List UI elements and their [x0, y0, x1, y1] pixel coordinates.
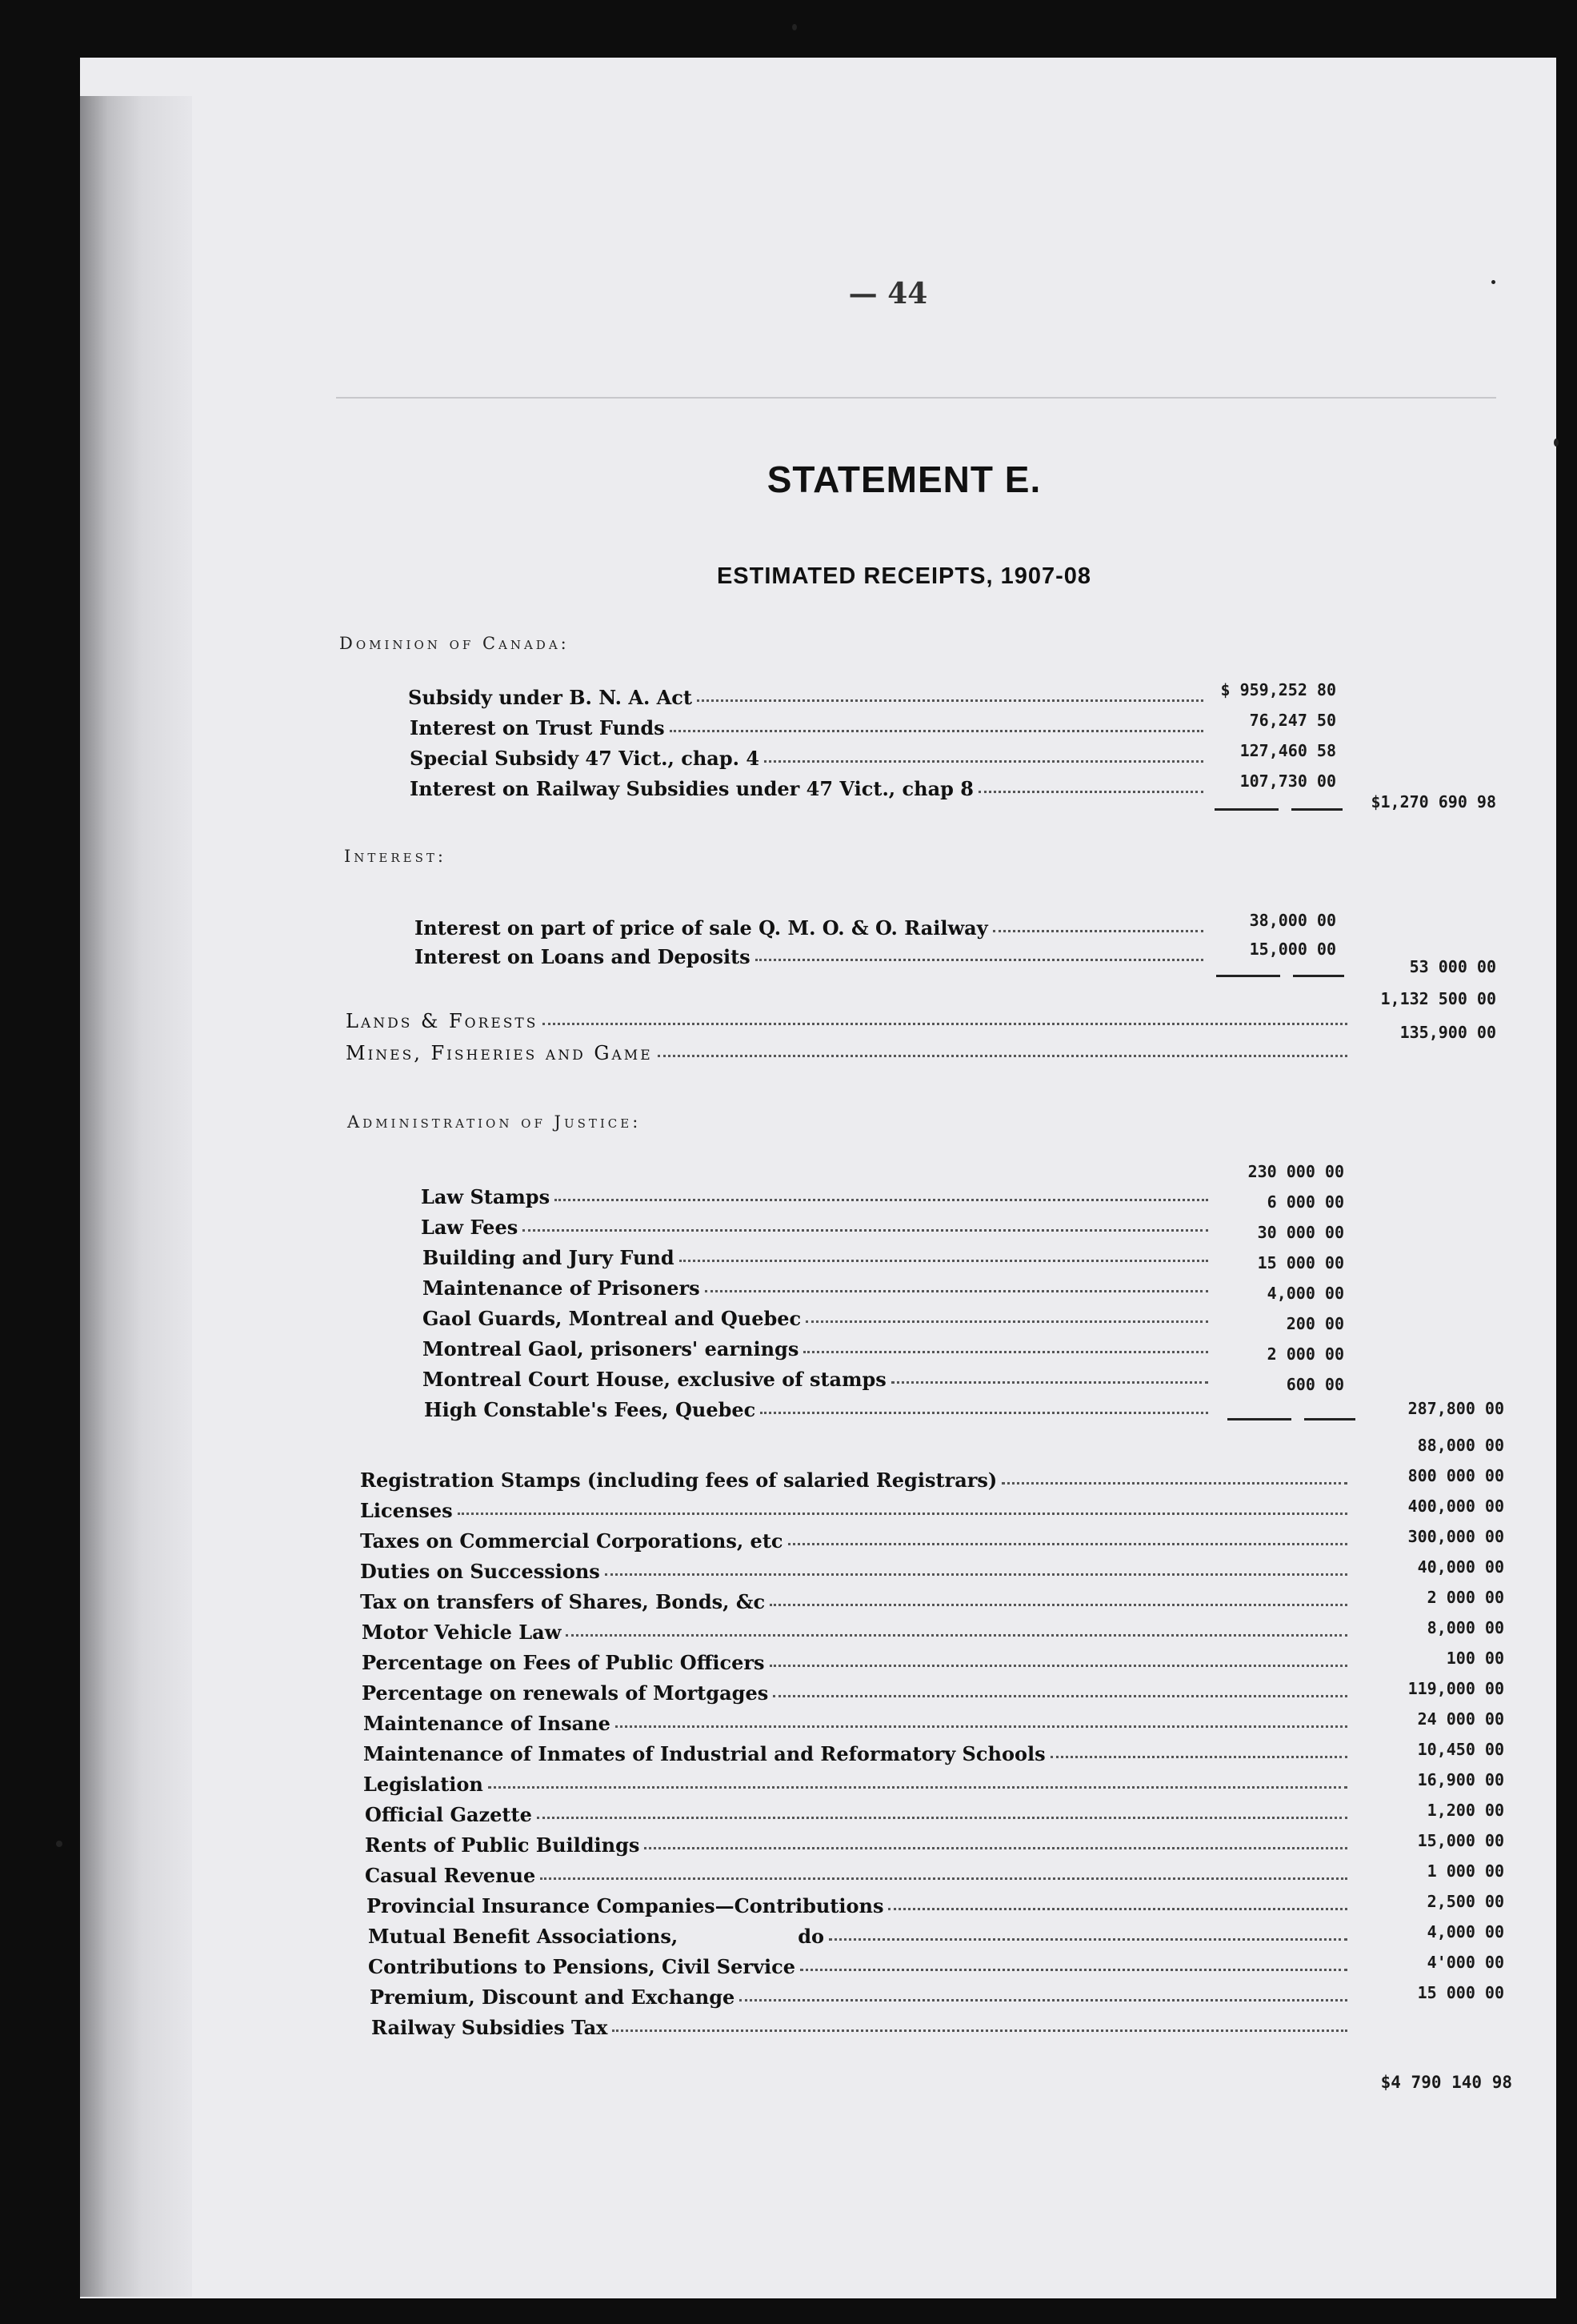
item-label: Interest on Trust Funds	[410, 716, 665, 739]
list-item	[360, 1556, 1352, 1583]
item-amount: 10,450 00	[1417, 1740, 1504, 1759]
item-label: Mines, Fisheries and Game	[346, 1042, 653, 1064]
leader-dots	[979, 790, 1203, 793]
item-label: Percentage on Fees of Public Officers	[362, 1651, 765, 1674]
item-label: Contributions to Pensions, Civil Service	[368, 1955, 795, 1978]
item-amount: 300,000 00	[1407, 1527, 1504, 1546]
item-amount: 1 000 00	[1427, 1861, 1504, 1881]
list-item	[346, 1037, 1352, 1064]
leader-dots	[888, 1907, 1347, 1910]
leader-dots	[612, 2029, 1347, 2032]
list-item	[410, 743, 1208, 770]
list-item	[365, 1799, 1352, 1826]
item-amount: 1,200 00	[1427, 1801, 1504, 1820]
leader-dots	[788, 1542, 1347, 1545]
list-item	[368, 1921, 1352, 1948]
item-amount: 38,000 00	[1249, 911, 1336, 930]
list-item	[363, 1769, 1352, 1796]
list-item	[421, 1181, 1213, 1208]
list-item	[422, 1303, 1213, 1330]
item-amount: 107,730 00	[1239, 771, 1336, 791]
subtotal-rule	[1227, 1418, 1355, 1420]
item-amount: 400,000 00	[1407, 1497, 1504, 1516]
list-item	[366, 1890, 1352, 1917]
item-label: Maintenance of Insane	[363, 1712, 610, 1735]
item-amount: 30 000 00	[1257, 1223, 1344, 1242]
item-amount: 2,500 00	[1427, 1892, 1504, 1911]
list-item	[360, 1465, 1352, 1492]
item-label: Interest on Railway Subsidies under 47 Vict., chap 8	[410, 777, 974, 800]
leader-dots	[488, 1785, 1347, 1789]
leader-dots	[1002, 1481, 1347, 1485]
list-item	[368, 1951, 1352, 1978]
item-amount: 4'000 00	[1427, 1953, 1504, 1972]
leader-dots	[1051, 1755, 1347, 1758]
item-label: Interest on part of price of sale Q. M. O. & O. Railway	[414, 916, 988, 940]
item-amount: $ 959,252 80	[1220, 680, 1336, 699]
list-item	[414, 941, 1208, 968]
list-item	[363, 1738, 1352, 1765]
item-amount: 1,132 500 00	[1380, 989, 1496, 1008]
item-label: Provincial Insurance Companies—Contributions	[366, 1894, 884, 1917]
leader-dots	[770, 1603, 1347, 1606]
subtotal-rule	[1216, 975, 1344, 977]
item-label: Interest on Loans and Deposits	[414, 945, 750, 968]
list-item	[422, 1242, 1213, 1269]
item-amount: 800 000 00	[1407, 1466, 1504, 1485]
section-heading-dominion: Dominion of Canada:	[339, 634, 570, 653]
leader-dots	[537, 1816, 1347, 1819]
leader-dots	[800, 1968, 1347, 1971]
list-item	[424, 1394, 1213, 1421]
item-label: Percentage on renewals of Mortgages	[362, 1681, 769, 1705]
item-label: Taxes on Commercial Corporations, etc	[360, 1529, 783, 1553]
leader-dots	[739, 1998, 1347, 2001]
item-label: Maintenance of Inmates of Industrial and Reformatory Schools	[363, 1742, 1046, 1765]
leader-dots	[755, 958, 1203, 961]
item-label: High Constable's Fees, Quebec	[424, 1398, 756, 1421]
scan-speck	[1491, 280, 1495, 284]
item-amount: 15 000 00	[1257, 1253, 1344, 1272]
item-label: Tax on transfers of Shares, Bonds, &c	[360, 1590, 766, 1613]
list-item	[346, 1005, 1352, 1032]
leader-dots	[773, 1694, 1347, 1697]
section-heading-justice: Administration of Justice:	[347, 1112, 642, 1132]
leader-dots	[644, 1846, 1347, 1849]
item-label: Montreal Court House, exclusive of stamps	[422, 1368, 887, 1391]
leader-dots	[540, 1877, 1347, 1880]
item-amount: 2 000 00	[1267, 1344, 1344, 1364]
list-item	[410, 773, 1208, 800]
section-total: 287,800 00	[1407, 1399, 1504, 1418]
statement-title: STATEMENT E.	[766, 459, 1042, 500]
item-label: Motor Vehicle Law	[362, 1621, 562, 1644]
list-item	[371, 2012, 1352, 2039]
item-label: Casual Revenue	[365, 1864, 536, 1887]
leader-dots	[458, 1512, 1347, 1515]
item-label: Maintenance of Prisoners	[422, 1276, 700, 1300]
grand-total: $4 790 140 98	[1380, 2073, 1512, 2092]
item-label: Duties on Successions	[360, 1560, 600, 1583]
item-amount: 6 000 00	[1267, 1192, 1344, 1212]
list-item	[421, 1212, 1213, 1239]
item-label: Law Stamps	[421, 1185, 550, 1208]
item-label: Railway Subsidies Tax	[371, 2016, 608, 2039]
leader-dots	[770, 1664, 1347, 1667]
item-label: Building and Jury Fund	[422, 1246, 674, 1269]
item-label: Rents of Public Buildings	[365, 1833, 640, 1857]
item-label: Special Subsidy 47 Vict., chap. 4	[410, 747, 760, 770]
list-item	[363, 1708, 1352, 1735]
item-amount: 100 00	[1446, 1649, 1504, 1668]
item-label: Montreal Gaol, prisoners' earnings	[422, 1337, 799, 1360]
item-amount: 4,000 00	[1427, 1922, 1504, 1941]
list-item	[362, 1647, 1352, 1674]
list-item	[365, 1860, 1352, 1887]
list-item	[360, 1495, 1352, 1522]
leader-dots	[829, 1937, 1347, 1941]
leader-dots	[554, 1198, 1208, 1201]
item-amount: 4,000 00	[1267, 1284, 1344, 1303]
item-amount: 135,900 00	[1399, 1023, 1496, 1042]
item-amount: 15,000 00	[1249, 940, 1336, 959]
list-item	[410, 712, 1208, 739]
leader-dots	[993, 929, 1203, 932]
item-label: Mutual Benefit Associations,	[368, 1925, 678, 1948]
item-amount: 40,000 00	[1417, 1557, 1504, 1577]
list-item	[422, 1272, 1213, 1300]
item-amount: 230 000 00	[1247, 1162, 1344, 1181]
leader-dots	[803, 1350, 1208, 1353]
section-heading-interest: Interest:	[344, 847, 446, 866]
list-item	[422, 1364, 1213, 1391]
item-amount: 15 000 00	[1417, 1983, 1504, 2002]
ditto-mark: do	[798, 1925, 824, 1948]
page-edge-shadow	[80, 96, 192, 2297]
item-label: Law Fees	[421, 1216, 518, 1239]
list-item	[362, 1617, 1352, 1644]
leader-dots	[760, 1411, 1208, 1414]
leader-dots	[679, 1259, 1208, 1262]
leader-dots	[806, 1320, 1208, 1323]
header-rule	[336, 397, 1496, 399]
list-item	[360, 1586, 1352, 1613]
list-item	[362, 1677, 1352, 1705]
leader-dots	[697, 699, 1203, 702]
section-total: $1,270 690 98	[1371, 792, 1496, 811]
list-item	[414, 912, 1208, 940]
page-number: — 44	[848, 277, 928, 311]
item-amount: 600 00	[1286, 1375, 1344, 1394]
item-amount: 127,460 58	[1239, 741, 1336, 760]
leader-dots	[670, 729, 1203, 732]
scan-speck	[56, 1841, 62, 1847]
scan-speck	[792, 24, 797, 30]
item-amount: 88,000 00	[1417, 1436, 1504, 1455]
item-label: Gaol Guards, Montreal and Quebec	[422, 1307, 802, 1330]
list-item	[370, 1981, 1352, 2009]
section-total: 53 000 00	[1409, 957, 1496, 976]
list-item	[360, 1525, 1352, 1553]
leader-dots	[705, 1289, 1208, 1292]
item-label: Official Gazette	[365, 1803, 532, 1826]
scan-speck	[1554, 439, 1559, 447]
leader-dots	[542, 1022, 1347, 1025]
item-label: Legislation	[363, 1773, 483, 1796]
item-amount: 76,247 50	[1249, 711, 1336, 730]
leader-dots	[522, 1228, 1208, 1232]
list-item	[422, 1333, 1213, 1360]
item-amount: 15,000 00	[1417, 1831, 1504, 1850]
statement-subtitle: ESTIMATED RECEIPTS, 1907-08	[716, 563, 1092, 589]
leader-dots	[658, 1054, 1347, 1057]
item-amount: 200 00	[1286, 1314, 1344, 1333]
leader-dots	[605, 1573, 1347, 1576]
leader-dots	[566, 1633, 1347, 1637]
item-label: Licenses	[360, 1499, 453, 1522]
item-amount: 16,900 00	[1417, 1770, 1504, 1789]
page-number-value: 44	[887, 277, 928, 311]
item-amount: 119,000 00	[1407, 1679, 1504, 1698]
item-amount: 24 000 00	[1417, 1709, 1504, 1729]
item-amount: 2 000 00	[1427, 1588, 1504, 1607]
item-amount: 8,000 00	[1427, 1618, 1504, 1637]
list-item	[365, 1829, 1352, 1857]
leader-dots	[615, 1725, 1347, 1728]
item-label: Lands & Forests	[346, 1010, 538, 1032]
item-label: Subsidy under B. N. A. Act	[408, 686, 692, 709]
item-label: Premium, Discount and Exchange	[370, 1985, 735, 2009]
leader-dots	[764, 759, 1203, 763]
leader-dots	[891, 1380, 1208, 1384]
item-label: Registration Stamps (including fees of salaried Registrars)	[360, 1469, 998, 1492]
list-item	[408, 682, 1208, 709]
subtotal-rule	[1215, 808, 1343, 811]
